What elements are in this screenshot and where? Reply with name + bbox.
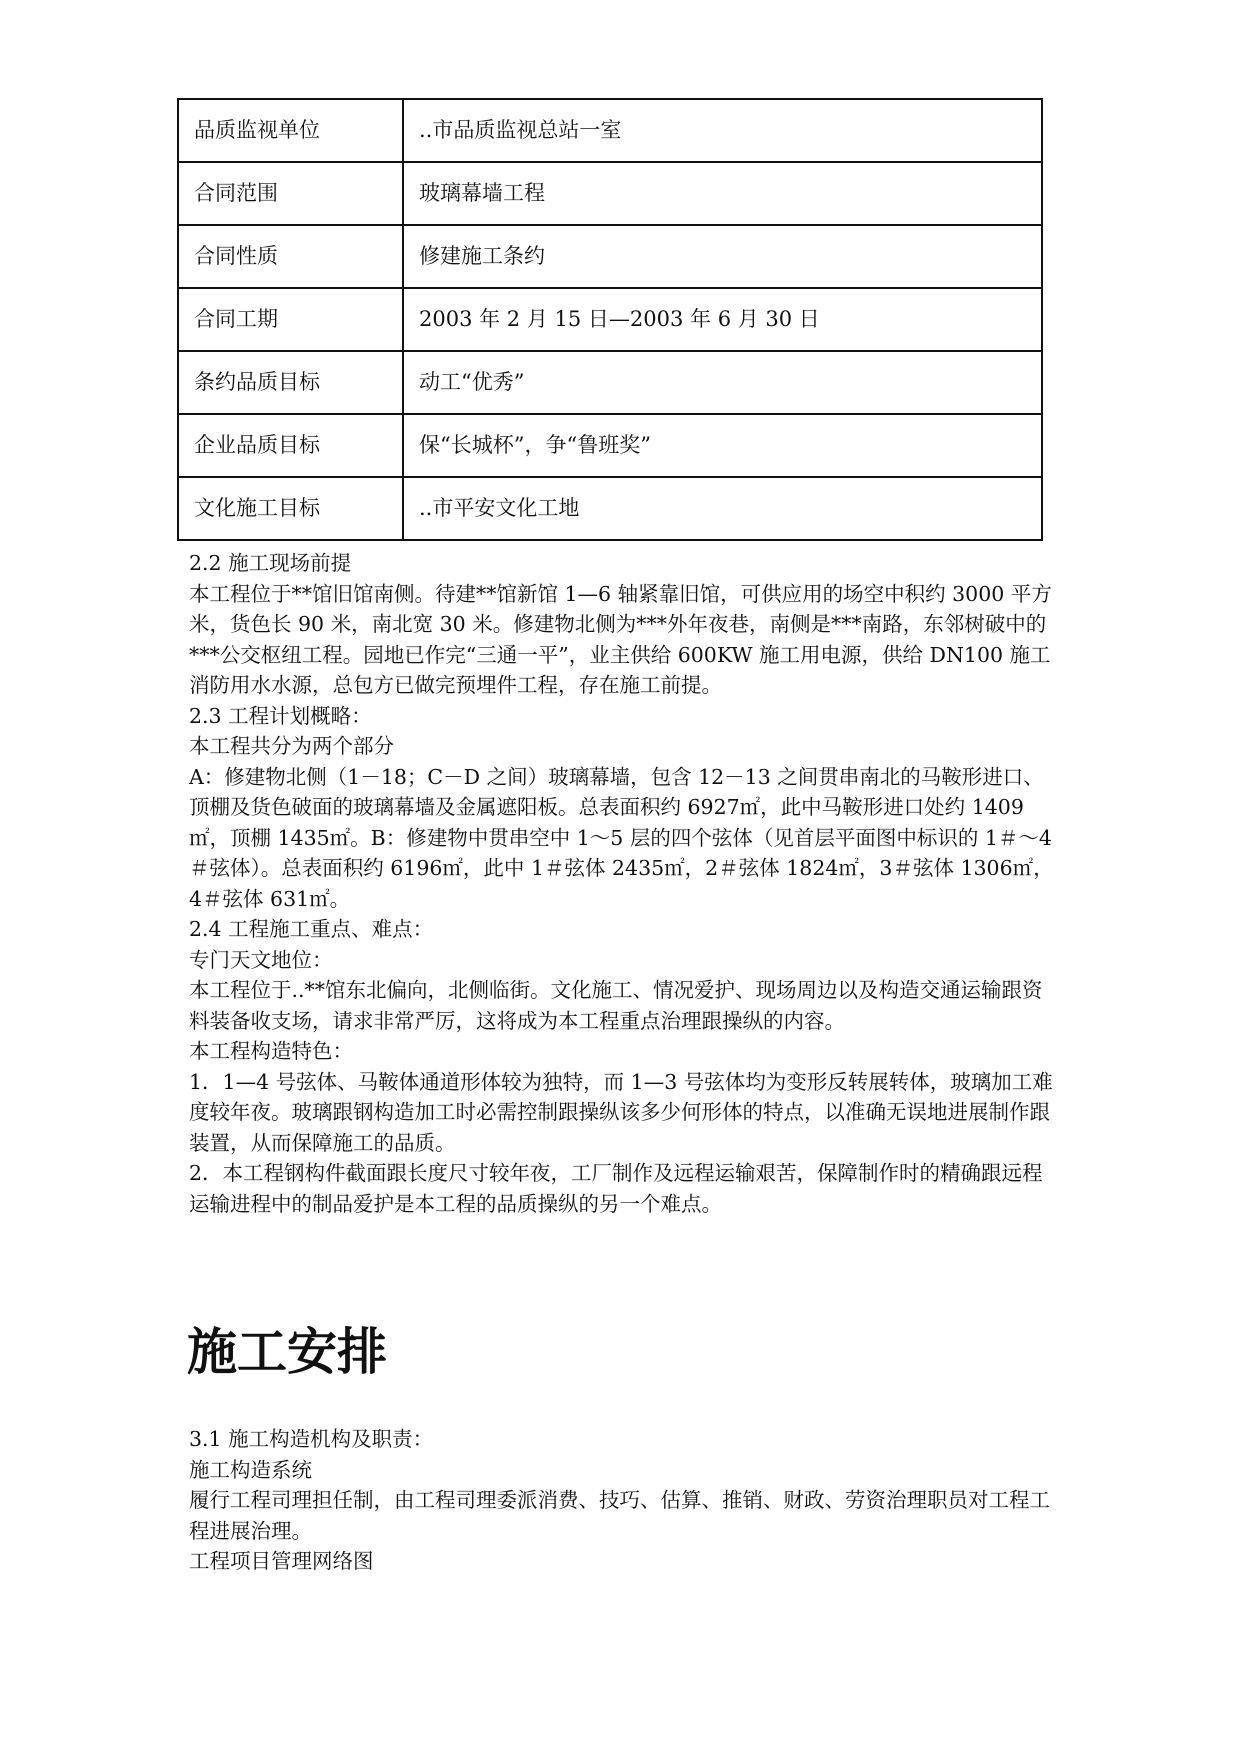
section-2-3-intro: 本工程共分为两个部分	[189, 734, 394, 758]
section-2-4-subtitle-structure: 本工程构造特色：	[189, 1039, 353, 1063]
chapter-heading: 施工安排	[187, 1323, 387, 1381]
row-value: 2003 年 2 月 15 日—2003 年 6 月 30 日	[403, 288, 1042, 351]
row-label: 品质监视单位	[178, 99, 403, 162]
row-value: ..市品质监视总站一室	[403, 99, 1042, 162]
table-row	[178, 225, 1042, 288]
table-row	[178, 162, 1042, 225]
row-label: 合同范围	[178, 162, 403, 225]
row-label: 企业品质目标	[178, 414, 403, 477]
table-row	[178, 414, 1042, 477]
row-label: 合同性质	[178, 225, 403, 288]
body-text-section-2	[189, 548, 1055, 1219]
section-2-4-item-1: 1．1—4 号弦体、马鞍体通道形体较为独特，而 1—3 号弦体均为变形反转展转体，玻璃加工难度较年夜。玻璃跟钢构造加工时必需控制跟操纵该多少何形体的特点，以准确无误地进展制作跟装置，从而保障施工的品质。	[189, 1069, 1053, 1155]
row-value: 保“长城杯”，争“鲁班奖”	[403, 414, 1042, 477]
section-3-1-paragraph: 履行工程司理担任制，由工程司理委派消费、技巧、估算、推销、财政、劳资治理职员对工程工程进展治理。	[189, 1488, 1050, 1543]
body-text-section-3	[189, 1424, 1055, 1577]
section-3-1-caption: 工程项目管理网络图	[189, 1549, 374, 1573]
section-2-4-subtitle-location: 专门天文地位：	[189, 947, 333, 972]
project-info-table	[177, 98, 1043, 541]
table-row	[178, 351, 1042, 414]
section-2-3-paragraph: A：修建物北侧（1－18；C－D 之间）玻璃幕墙，包含 12－13 之间贯串南北的马鞍形进口、顶棚及货色破面的玻璃幕墙及金属遮阳板。总表面积约 6927㎡，此中马鞍形进口处约 1409 ㎡，顶棚 1435㎡。B：修建物中贯串空中 1～5 层的四个弦体（见首层平面图中标识的 1＃～4＃弦体）。总表面积约 6196㎡，此中 1＃弦体 2435㎡，2＃弦体 1824㎡，3＃弦体 1306㎡，4＃弦体 631㎡。	[189, 764, 1054, 911]
section-2-4-title: 2.4 工程施工重点、难点：	[189, 917, 434, 941]
table-row	[178, 477, 1042, 540]
section-2-4-item-2: 2．本工程钢构件截面跟长度尺寸较年夜，工厂制作及远程运输艰苦，保障制作时的精确跟远程运输进程中的制品爱护是本工程的品质操纵的另一个难点。	[189, 1161, 1043, 1216]
section-2-2-paragraph: 本工程位于**馆旧馆南侧。待建**馆新馆 1—6 轴紧靠旧馆，可供应用的场空中积约 3000 平方米，货色长 90 米，南北宽 30 米。修建物北侧为***外年夜巷，南侧是***南路，东邻树破中的***公交枢纽工程。园地已作完“三通一平”，业主供给 600KW 施工用电源，供给 DN100 施工消防用水水源，总包方已做完预埋件工程，存在施工前提。	[189, 581, 1052, 697]
section-2-3-title: 2.3 工程计划概略：	[189, 703, 372, 728]
row-label: 文化施工目标	[178, 477, 403, 540]
row-value: 动工“优秀”	[403, 351, 1042, 414]
section-3-1-title: 3.1 施工构造机构及职责：	[189, 1427, 434, 1451]
section-2-2-title: 2.2 施工现场前提	[189, 551, 352, 575]
section-3-1-subtitle: 施工构造系统	[189, 1457, 312, 1482]
section-2-4-paragraph-location: 本工程位于..**馆东北偏向，北侧临街。文化施工、情况爱护、现场周边以及构造交通运输跟资料装备收支场，请求非常严厉，这将成为本工程重点治理跟操纵的内容。	[189, 978, 1043, 1033]
table-row	[178, 99, 1042, 162]
row-label: 条约品质目标	[178, 351, 403, 414]
row-value: 玻璃幕墙工程	[403, 162, 1042, 225]
row-label: 合同工期	[178, 288, 403, 351]
row-value: 修建施工条约	[403, 225, 1042, 288]
table-row	[178, 288, 1042, 351]
row-value: ..市平安文化工地	[403, 477, 1042, 540]
